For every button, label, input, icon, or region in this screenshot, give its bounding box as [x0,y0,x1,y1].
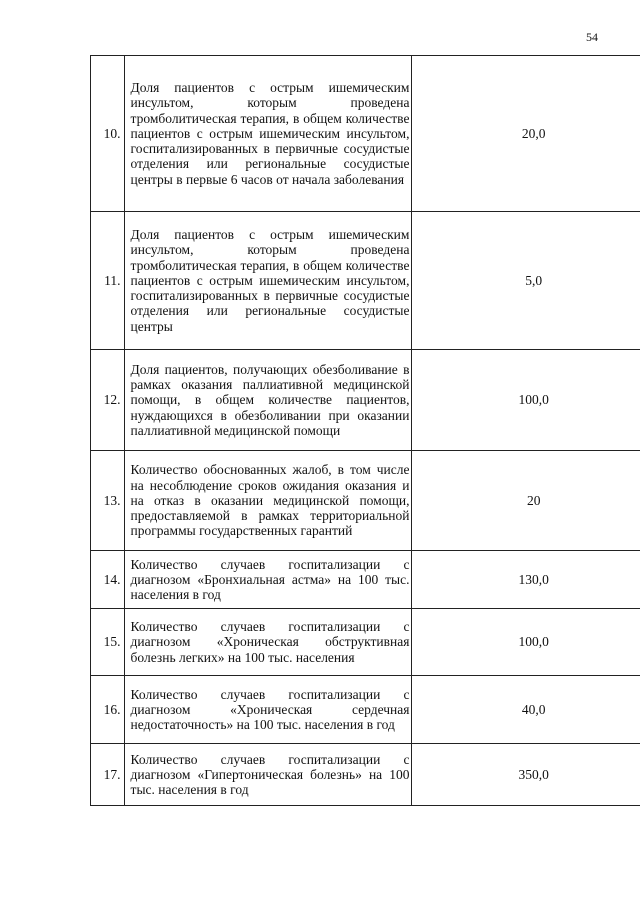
indicator-text: Количество случаев госпитализации с диагнозом «Хроническая сердечная недостаточность» на 100 тыс. населения в год [124,676,412,744]
indicator-value: 20,0 [412,56,640,212]
indicator-value: 100,0 [412,609,640,676]
indicator-text: Количество обоснованных жалоб, в том числе на несоблюдение сроков ожидания оказания и на отказ в оказании медицинской помощи, предоставляемой в рамках территориальной программы государственных гарантий [124,451,412,551]
row-number: 13. [91,451,125,551]
row-number: 11. [91,212,125,350]
indicator-value: 5,0 [412,212,640,350]
indicator-text: Количество случаев госпитализации с диагнозом «Бронхиальная астма» на 100 тыс. населения в год [124,551,412,609]
indicator-value: 350,0 [412,744,640,806]
indicator-text: Доля пациентов с острым ишемическим инсультом, которым проведена тромболитическая терапия, в общем количестве пациентов с острым ишемическим инсультом, госпитализированных в первичные сосудистые отделения или региональные сосудистые центры [124,212,412,350]
table-row [91,350,640,451]
table-row [91,212,640,350]
indicator-value: 130,0 [412,551,640,609]
indicator-value: 40,0 [412,676,640,744]
indicators-table [90,55,640,806]
row-number: 12. [91,350,125,451]
indicator-value: 20 [412,451,640,551]
indicator-value: 100,0 [412,350,640,451]
indicator-text: Доля пациентов с острым ишемическим инсультом, которым проведена тромболитическая терапия, в общем количестве пациентов с острым ишемическим инсультом, госпитализированных в первичные сосудистые отделения или региональные сосудистые центры в первые 6 часов от начала заболевания [124,56,412,212]
table-row [91,451,640,551]
table-row [91,676,640,744]
page-number: 54 [586,30,598,44]
table-row [91,551,640,609]
row-number: 14. [91,551,125,609]
row-number: 17. [91,744,125,806]
row-number: 16. [91,676,125,744]
indicator-text: Доля пациентов, получающих обезболивание в рамках оказания паллиативной медицинской помощи, в общем количестве пациентов, нуждающихся в обезболивании при оказании паллиативной медицинской помощи [124,350,412,451]
row-number: 15. [91,609,125,676]
table-row [91,56,640,212]
indicator-text: Количество случаев госпитализации с диагнозом «Гипертоническая болезнь» на 100 тыс. населения в год [124,744,412,806]
table-row [91,744,640,806]
table-row [91,609,640,676]
row-number: 10. [91,56,125,212]
indicator-text: Количество случаев госпитализации с диагнозом «Хроническая обструктивная болезнь легких» на 100 тыс. населения [124,609,412,676]
